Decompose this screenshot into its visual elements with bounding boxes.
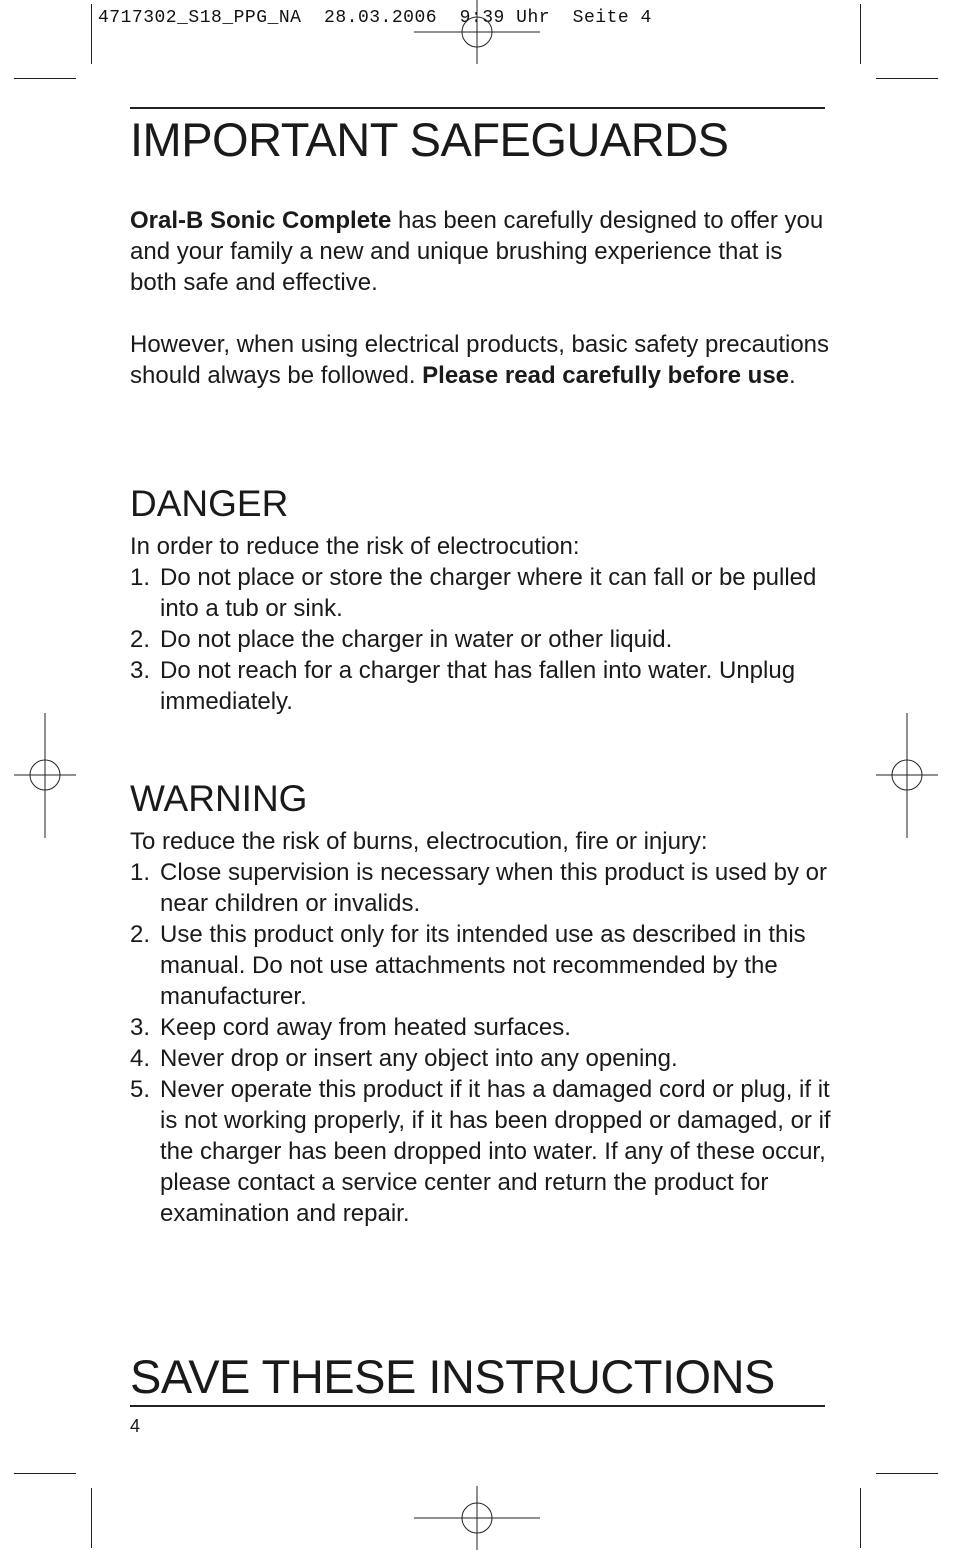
list-number: 1. [130,564,151,591]
top-rule [130,107,825,109]
intro-text: However, when using electrical products, basic safety precautions should always be followed. [130,331,830,389]
read-carefully-emphasis: Please read carefully before use [422,362,790,389]
list-text: Do not place the charger in water or other liquid. [160,626,673,653]
list-item [130,1012,840,1043]
danger-lead: In order to reduce the risk of electrocution: [130,533,580,560]
list-text: Use this product only for its intended use as described in this manual. Do not use attachments not recommended by the manufacturer. [160,921,806,1010]
intro-text: has been carefully designed to offer you and your family a new and unique brushing experience that is both safe and effective. [130,207,824,296]
list-item [130,1074,840,1229]
list-number: 4. [130,1045,151,1072]
list-item [130,562,840,624]
list-item [130,919,840,1012]
bottom-rule [130,1405,825,1407]
list-item [130,624,840,655]
list-text: Keep cord away from heated surfaces. [160,1014,571,1041]
intro-paragraph-2 [130,329,830,391]
closing-heading: SAVE THESE INSTRUCTIONS [130,1350,775,1403]
intro-text: . [789,362,796,389]
list-number: 1. [130,859,151,886]
list-text: Never operate this product if it has a damaged cord or plug, if it is not working properly, if it has been dropped or damaged, or if the charger has been dropped into water. If any of these occur, please contact a service center and return the product for examination and repair. [160,1076,831,1227]
list-item [130,857,840,919]
list-item [130,1043,840,1074]
page-number: 4 [130,1416,141,1436]
danger-heading: DANGER [130,483,289,524]
list-item [130,655,840,717]
list-number: 3. [130,1014,151,1041]
list-text: Never drop or insert any object into any opening. [160,1045,678,1072]
list-text: Close supervision is necessary when this product is used by or near children or invalids. [160,859,827,917]
crop-mark [91,4,92,64]
danger-list [130,562,840,717]
list-number: 2. [130,626,151,653]
registration-mark-icon [414,1486,540,1550]
list-number: 2. [130,921,151,948]
product-name: Oral-B Sonic Complete [130,207,392,234]
list-text: Do not reach for a charger that has fallen into water. Unplug immediately. [160,657,796,715]
list-number: 5. [130,1076,151,1103]
registration-mark-icon [414,0,540,64]
warning-lead: To reduce the risk of burns, electrocution, fire or injury: [130,828,708,855]
registration-mark-icon [14,713,76,838]
registration-mark-icon [876,713,938,838]
crop-mark [876,1473,938,1474]
crop-mark [14,78,76,79]
crop-mark [14,1473,76,1474]
list-number: 3. [130,657,151,684]
crop-mark [860,1488,861,1548]
warning-list [130,857,840,1229]
list-text: Do not place or store the charger where it can fall or be pulled into a tub or sink. [160,564,817,622]
printer-slug: 4717302_S18_PPG_NA 28.03.2006 9:39 Uhr Seite 4 [98,8,652,28]
crop-mark [860,4,861,64]
warning-heading: WARNING [130,778,308,819]
crop-mark [876,78,938,79]
crop-mark [91,1488,92,1548]
intro-paragraph-1 [130,205,830,298]
page-title: IMPORTANT SAFEGUARDS [130,113,729,166]
